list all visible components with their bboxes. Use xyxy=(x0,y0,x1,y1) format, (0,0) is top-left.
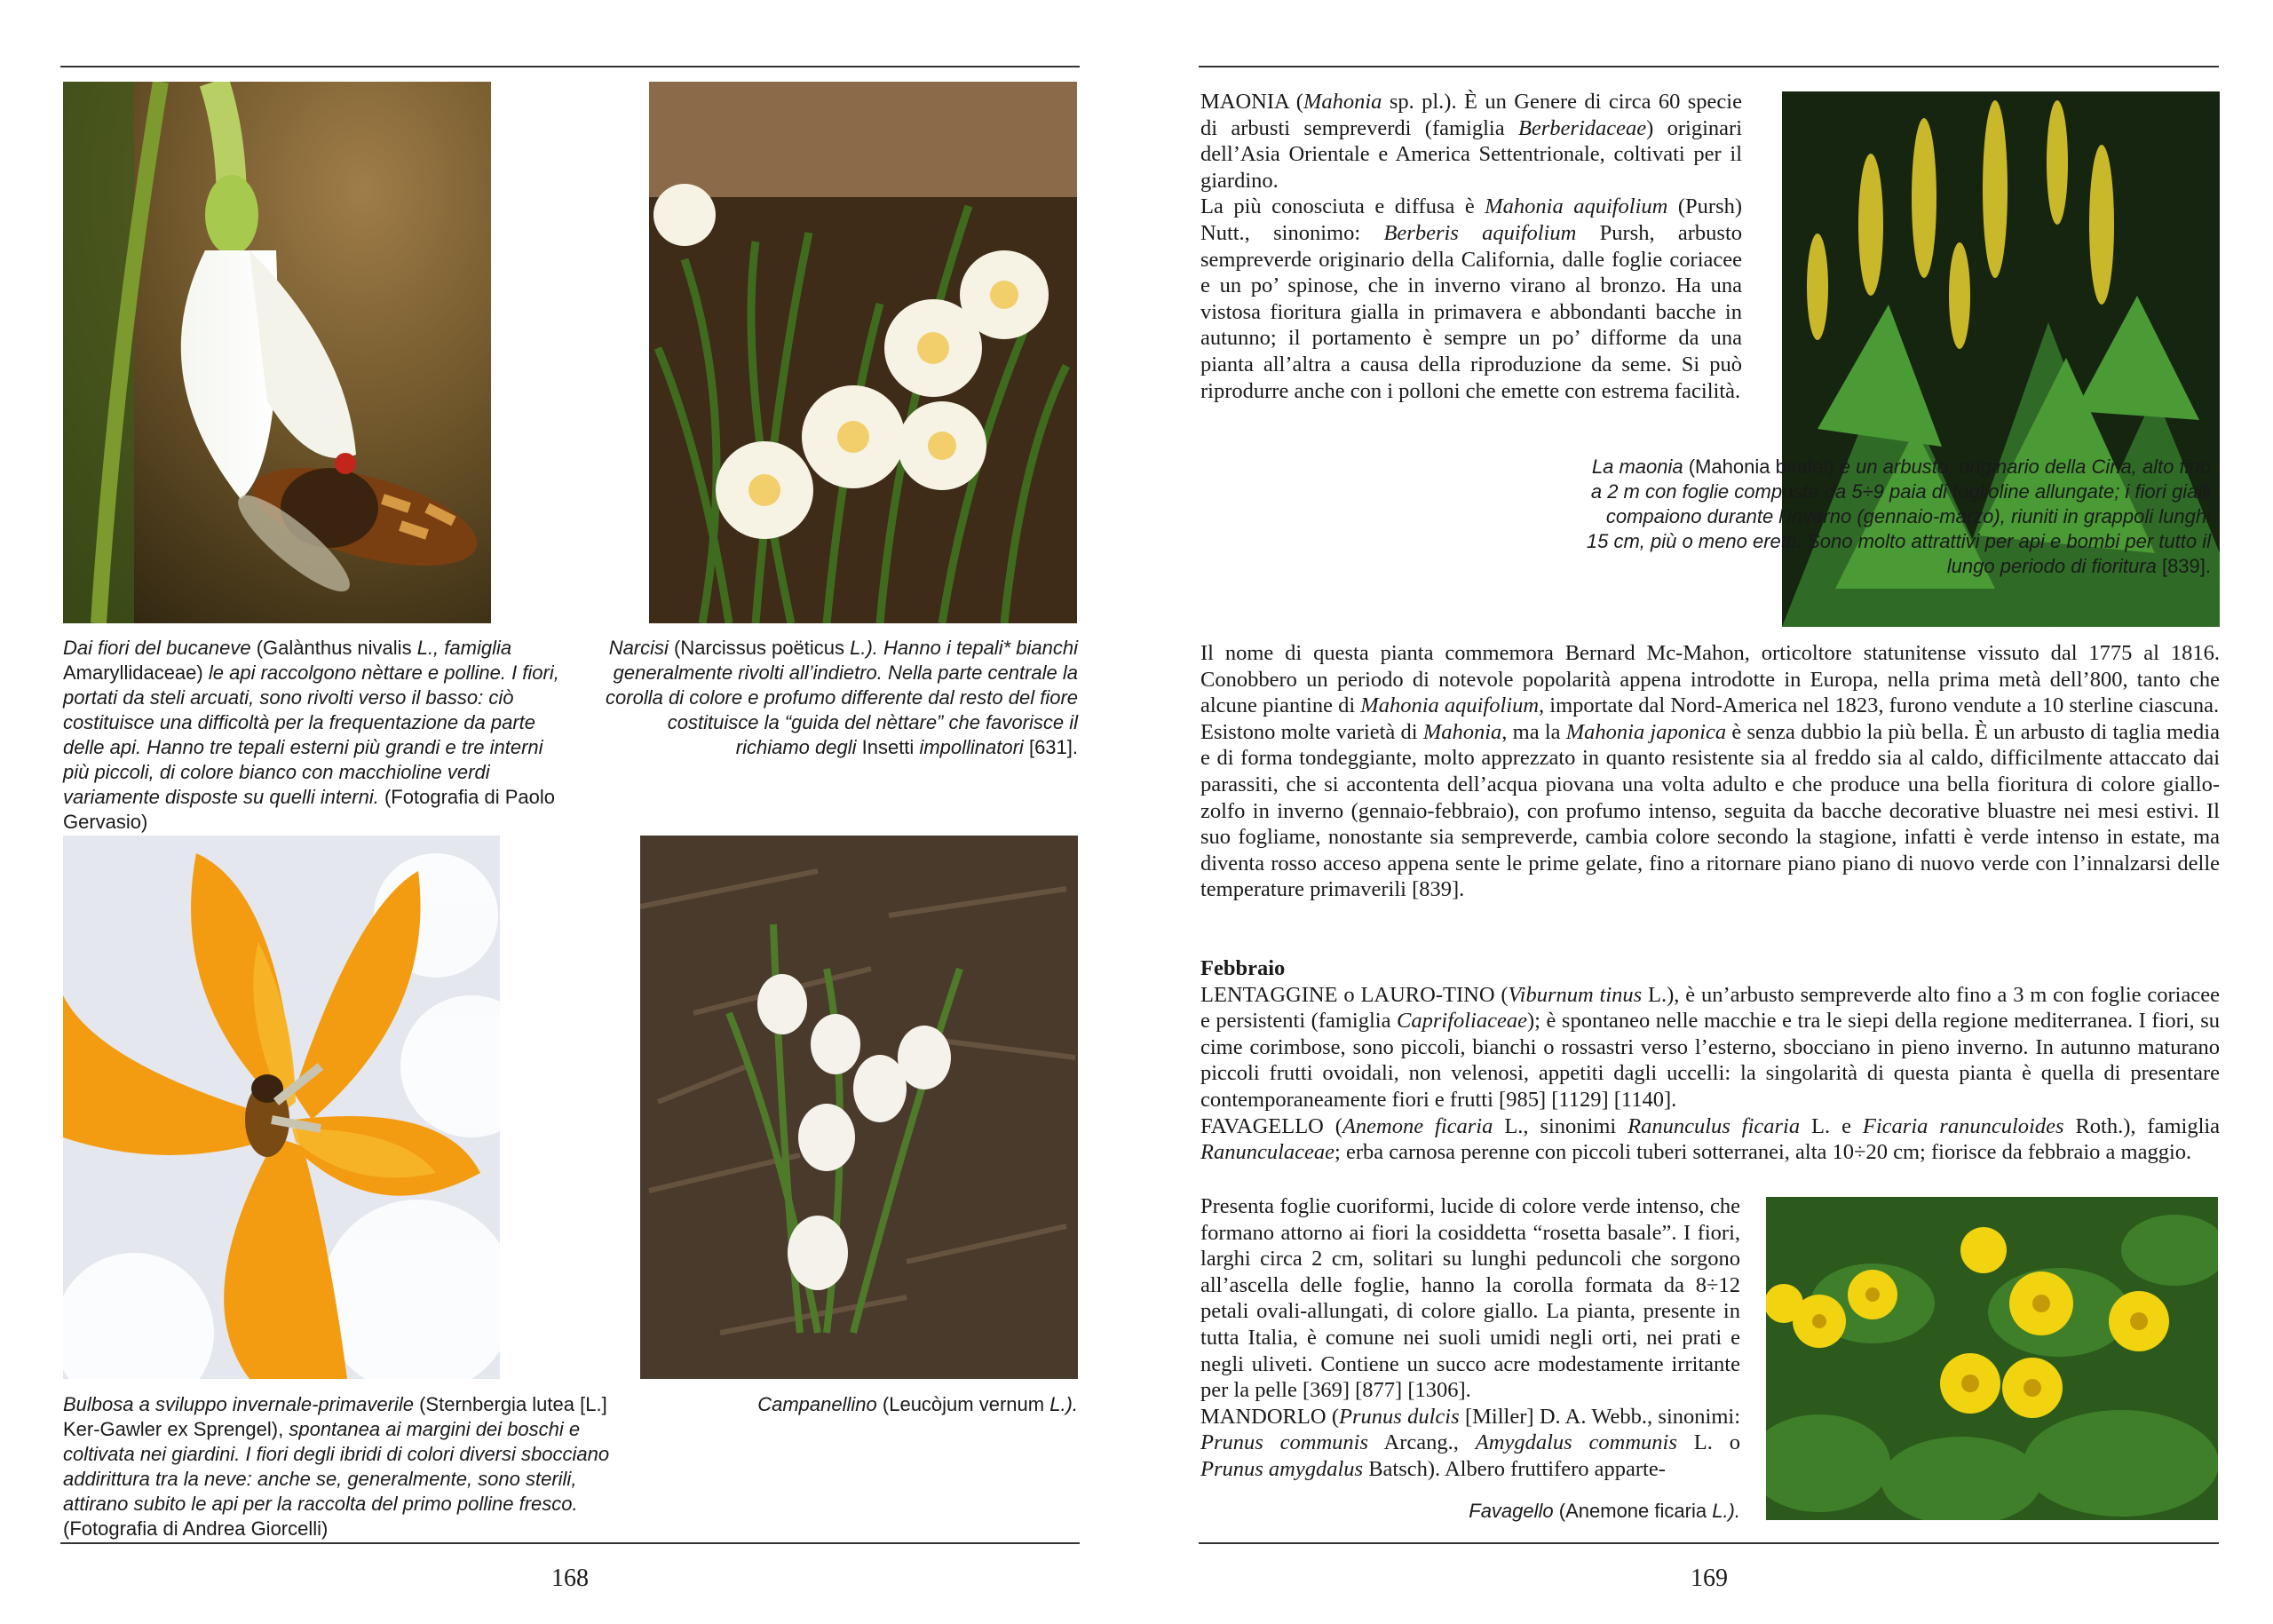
page-number: 168 xyxy=(551,1565,589,1592)
page-number: 169 xyxy=(1691,1565,1728,1592)
caption-snowdrop: Dai fiori del bucaneve (Galànthus nivalis L., famiglia Amaryllidaceae) le api raccolgono nèttare e polline. I fiori, portati da steli arcuati, sono rivolti verso il basso: ciò costituisce una difficoltà per la frequentazione da parte delle api. Hanno tre tepali esterni più grandi e tre interni più piccoli, di colore bianco con macchioline verdi variamente disposte su quelli interni. (Fotografia di Paolo Gervasio) xyxy=(63,637,559,833)
favagello-description: Presenta foglie cuoriformi, lucide di colore verde intenso, che formano attorno ai fiori la cosiddetta “rosetta basale”. I fiori, larghi circa 2 cm, solitari su lunghi peduncoli che sorgono all’ascella delle foglie, hanno la corolla formata da 8÷12 petali ovali-allungati, di colore giallo. La pianta, presente in tutta Italia, è comune nei suoli umidi negli orti, nei prati e negli uliveti. Contiene un succo acre modestamente irritante per la pelle [369] [877] [1306]. xyxy=(1200,1194,1740,1403)
left-page xyxy=(0,0,1136,1624)
favagello-entry-intro: FAVAGELLO (Anemone ficaria L., sinonimi Ranunculus ficaria L. e Ficaria ranunculoides Roth.), famiglia Ranunculaceae; erba carnosa perenne con piccoli tuberi sotterranei, alta 10÷20 cm; fiorisce da febbraio a maggio. xyxy=(1200,1113,2221,1165)
bottom-rule xyxy=(60,1542,1080,1544)
caption-campanellino: Campanellino (Leucòjum vernum L.). xyxy=(757,1393,1078,1415)
caption-mahonia: La maonia (Mahonia bealei) è un arbusto, originario della Cina, alto fino a 2 m con foglie composte da 5÷9 paia di foglioline allungate; i fiori gialli compaiono durante l’inverno (gennaio-marzo), riuniti in grappoli lunghi 15 cm, più o meno eretti. Sono molto attrattivi per api e bombi per tutto il lungo periodo di fioritura [839]. xyxy=(1586,456,2211,577)
narcissus-photo xyxy=(649,82,1077,623)
mandorlo-entry: MANDORLO (Prunus dulcis [Miller] D. A. Webb., sinonimi: Prunus communis Arcang., Amygdalus communis L. o Prunus amygdalus Batsch). Albero fruttifero apparte- xyxy=(1200,1404,1741,1481)
crocus-bee-photo xyxy=(63,836,500,1379)
maonia-paragraph-2: La più conosciuta e diffusa è Mahonia aquifolium (Pursh) Nutt., sinonimo: Berberis aquifolium Pursh, arbusto sempreverde originario della California, dalle foglie coriacee e un po’ spinose, che in inverno virano al bronzo. Ha una vistosa fioritura gialla in primavera e abbondanti bacche in autunno; il portamento è sempre un po’ difforme da una pianta all’altra a causa della riproduzione da seme. Si può riprodurre anche con i polloni che emette con estrema facilità. xyxy=(1200,194,1743,403)
february-section xyxy=(1200,955,2220,1166)
lesser-celandine-photo xyxy=(1766,1197,2218,1520)
snowdrop-bee-photo xyxy=(63,82,491,623)
lentaggine-entry: LENTAGGINE o LAURO-TINO (Viburnum tinus L.), è un’arbusto sempreverde alto fino a 3 m con foglie coriacee e persistenti (famiglia Caprifoliaceae); è spontaneo nelle macchie e tra le siepi della regione mediterranea. I fiori, su cime corimbose, sono piccoli, bianchi o rossastri verso l’esterno, sbocciano in pieno inverno. In autunno maturano piccoli frutti ovoidali, non velenosi, appetiti dagli uccelli: la singolarità di questa pianta è quella di presentare contemporaneamente fiori e frutti [985] [1129] [1140]. xyxy=(1200,982,2220,1112)
section-heading-february: Febbraio xyxy=(1200,956,1286,980)
top-rule xyxy=(1199,66,2219,67)
bottom-rule xyxy=(1199,1542,2219,1544)
favagello-continued xyxy=(1200,1193,1740,1483)
caption-narcissus: Narcisi (Narcissus poëticus L.). Hanno i tepali* bianchi generalmente rivolti all’indietro. Nella parte centrale la corolla di colore e profumo differente dal resto del fiore costituisce la “guida del nèttare” che favorisce il richiamo degli Insetti impollinatori [631]. xyxy=(606,637,1078,758)
caption-sternbergia: Bulbosa a sviluppo invernale-primaverile (Sternbergia lutea [L.] Ker-Gawler ex Sprengel), spontanea ai margini dei boschi e coltivata nei giardini. I fiori degli ibridi di colori diversi sbocciano addirittura tra la neve: anche se, generalmente, sono sterili, attirano subito le api per la raccolta del primo polline fresco. (Fotografia di Andrea Giorcelli) xyxy=(63,1393,610,1540)
right-page xyxy=(1136,0,2273,1624)
caption-favagello: Favagello (Anemone ficaria L.). xyxy=(1469,1500,1740,1522)
history-paragraph-1: Il nome di questa pianta commemora Bernard Mc-Mahon, orticoltore statunitense vissuto dal 1775 al 1816. Conobbero un periodo di notevole popolarità appena introdotte in Europa, nella prima metà dell’800, tanto che alcune piantine di Mahonia aquifolium, importate dal Nord-America nel 1823, furono vendute a 10 sterline ciascuna. xyxy=(1200,641,2220,718)
maonia-entry xyxy=(1200,89,1742,404)
top-rule xyxy=(60,66,1080,67)
maonia-paragraph-1: MAONIA (Mahonia sp. pl.). È un Genere di circa 60 specie di arbusti sempreverdi (famiglia Berberidaceae) originari dell’Asia Orientale e America Settentrionale, coltivati per il giardino. xyxy=(1200,90,1743,193)
history-paragraph-2: Esistono molte varietà di Mahonia, ma la Mahonia japonica è senza dubbio la più bella. È un arbusto di taglia media e di forma tondeggiante, molto apprezzato in quanto resistente sia al freddo sia al caldo, difficilmente attaccato dai parassiti, che si accontenta dell’acqua piovana una volta adulto e che produce una bella fioritura di colore giallo-zolfo in inverno (gennaio-febbraio), con profumo intenso, seguita da bacche decorative bluastre nei mesi estivi. Il suo fogliame, nonostante sia sempreverde, cambia colore secondo la stagione, infatti è verde intenso in estate, ma diventa rosso acceso appena sente le prime gelate, fino a ritornare piano piano di nuovo verde con l’innalzarsi delle temperature primaverili [839]. xyxy=(1200,719,2220,902)
mahonia-history xyxy=(1200,640,2220,903)
snowflake-flower-photo xyxy=(640,836,1078,1379)
